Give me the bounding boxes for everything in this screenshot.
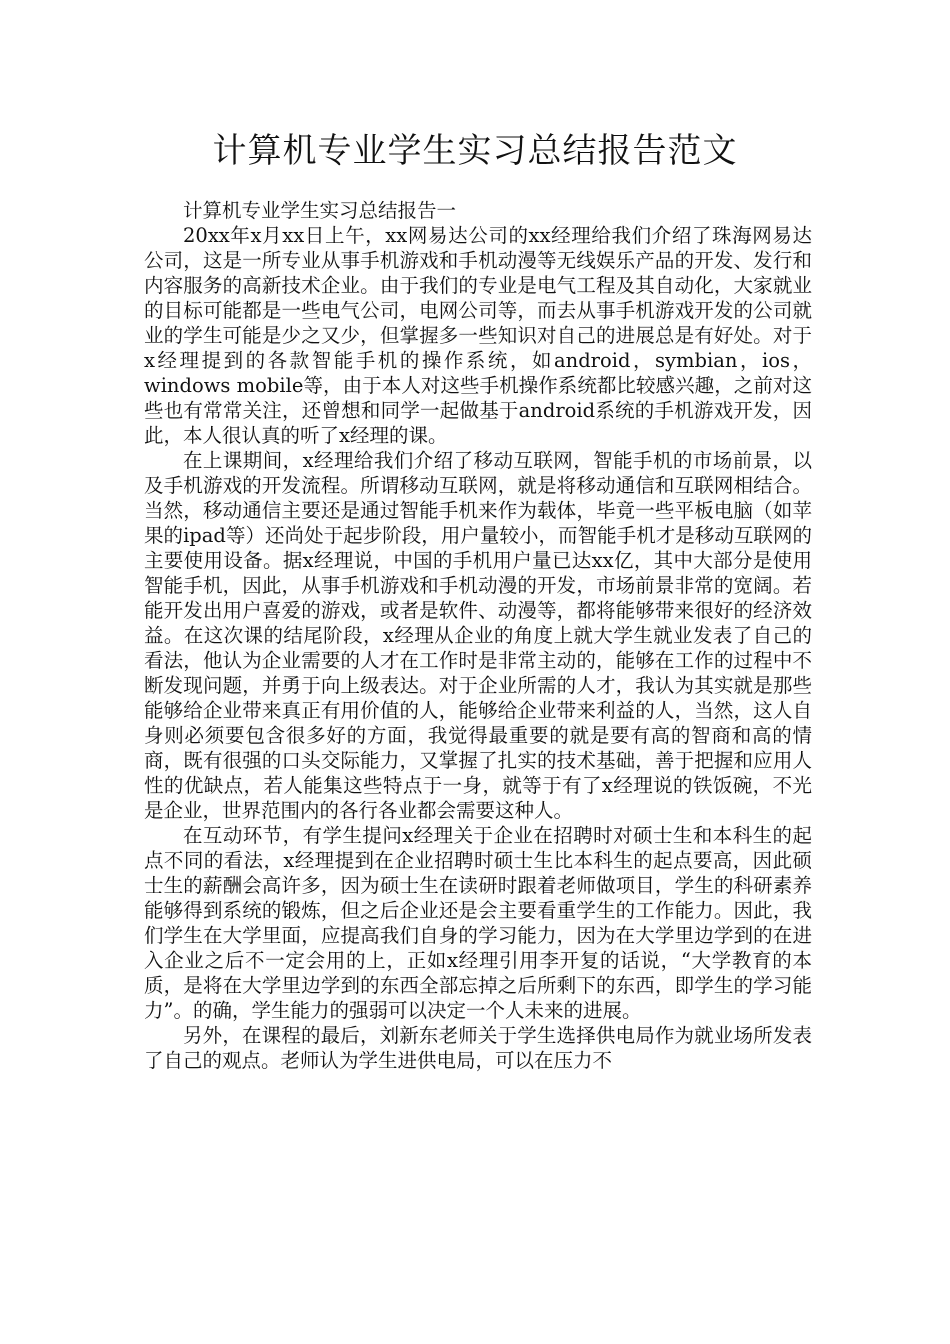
document-body [144, 198, 812, 1073]
paragraph-heading: 计算机专业学生实习总结报告一 [183, 199, 457, 222]
paragraph: 在互动环节，有学生提问x经理关于企业在招聘时对硕士生和本科生的起点不同的看法，x经理提到在企业招聘时硕士生比本科生的起点要高，因此硕士生的薪酬会高许多，因为硕士生在读研时跟着老师做项目，学生的科研素养能够得到系统的锻炼，但之后企业还是会主要看重学生的工作能力。因此，我们学生在大学里面，应提高我们自身的学习能力，因为在大学里边学到的在进入企业之后不一定会用的上，正如x经理引用李开复的话说，“大学教育的本质，是将在大学里边学到的东西全部忘掉之后所剩下的东西，即学生的学习能力”。的确，学生能力的强弱可以决定一个人未来的进展。 [144, 824, 812, 1022]
paragraph: 另外，在课程的最后，刘新东老师关于学生选择供电局作为就业场所发表了自己的观点。老师认为学生进供电局，可以在压力不 [144, 1024, 812, 1072]
paragraph: 20xx年x月xx日上午，xx网易达公司的xx经理给我们介绍了珠海网易达公司，这是一所专业从事手机游戏和手机动漫等无线娱乐产品的开发、发行和内容服务的高新技术企业。由于我们的专业是电气工程及其自动化，大家就业的目标可能都是一些电气公司，电网公司等，而去从事手机游戏开发的公司就业的学生可能是少之又少，但掌握多一些知识对自己的进展总是有好处。对于x经理提到的各款智能手机的操作系统，如android，symbian，ios，windows mobile等，由于本人对这些手机操作系统都比较感兴趣，之前对这些也有常常关注，还曾想和同学一起做基于android系统的手机游戏开发，因此，本人很认真的听了x经理的课。 [144, 224, 812, 447]
paragraph: 在上课期间，x经理给我们介绍了移动互联网，智能手机的市场前景，以及手机游戏的开发流程。所谓移动互联网，就是将移动通信和互联网相结合。当然，移动通信主要还是通过智能手机来作为载体，毕竟一些平板电脑（如苹果的ipad等）还尚处于起步阶段，用户量较小，而智能手机才是移动互联网的主要使用设备。据x经理说，中国的手机用户量已达xx亿，其中大部分是使用智能手机，因此，从事手机游戏和手机动漫的开发，市场前景非常的宽阔。若能开发出用户喜爱的游戏，或者是软件、动漫等，都将能够带来很好的经济效益。在这次课的结尾阶段，x经理从企业的角度上就大学生就业发表了自己的看法，他认为企业需要的人才在工作时是非常主动的，能够在工作的过程中不断发现问题，并勇于向上级表达。对于企业所需的人才，我认为其实就是那些能够给企业带来真正有用价值的人，能够给企业带来利益的人，当然，这人自身则必须要包含很多好的方面，我觉得最重要的就是要有高的智商和高的情商，既有很强的口头交际能力，又掌握了扎实的技术基础，善于把握和应用人性的优缺点，若人能集这些特点于一身，就等于有了x经理说的铁饭碗，不光是企业，世界范围内的各行各业都会需要这种人。 [144, 449, 812, 822]
document-title: 计算机专业学生实习总结报告范文 [212, 131, 738, 171]
